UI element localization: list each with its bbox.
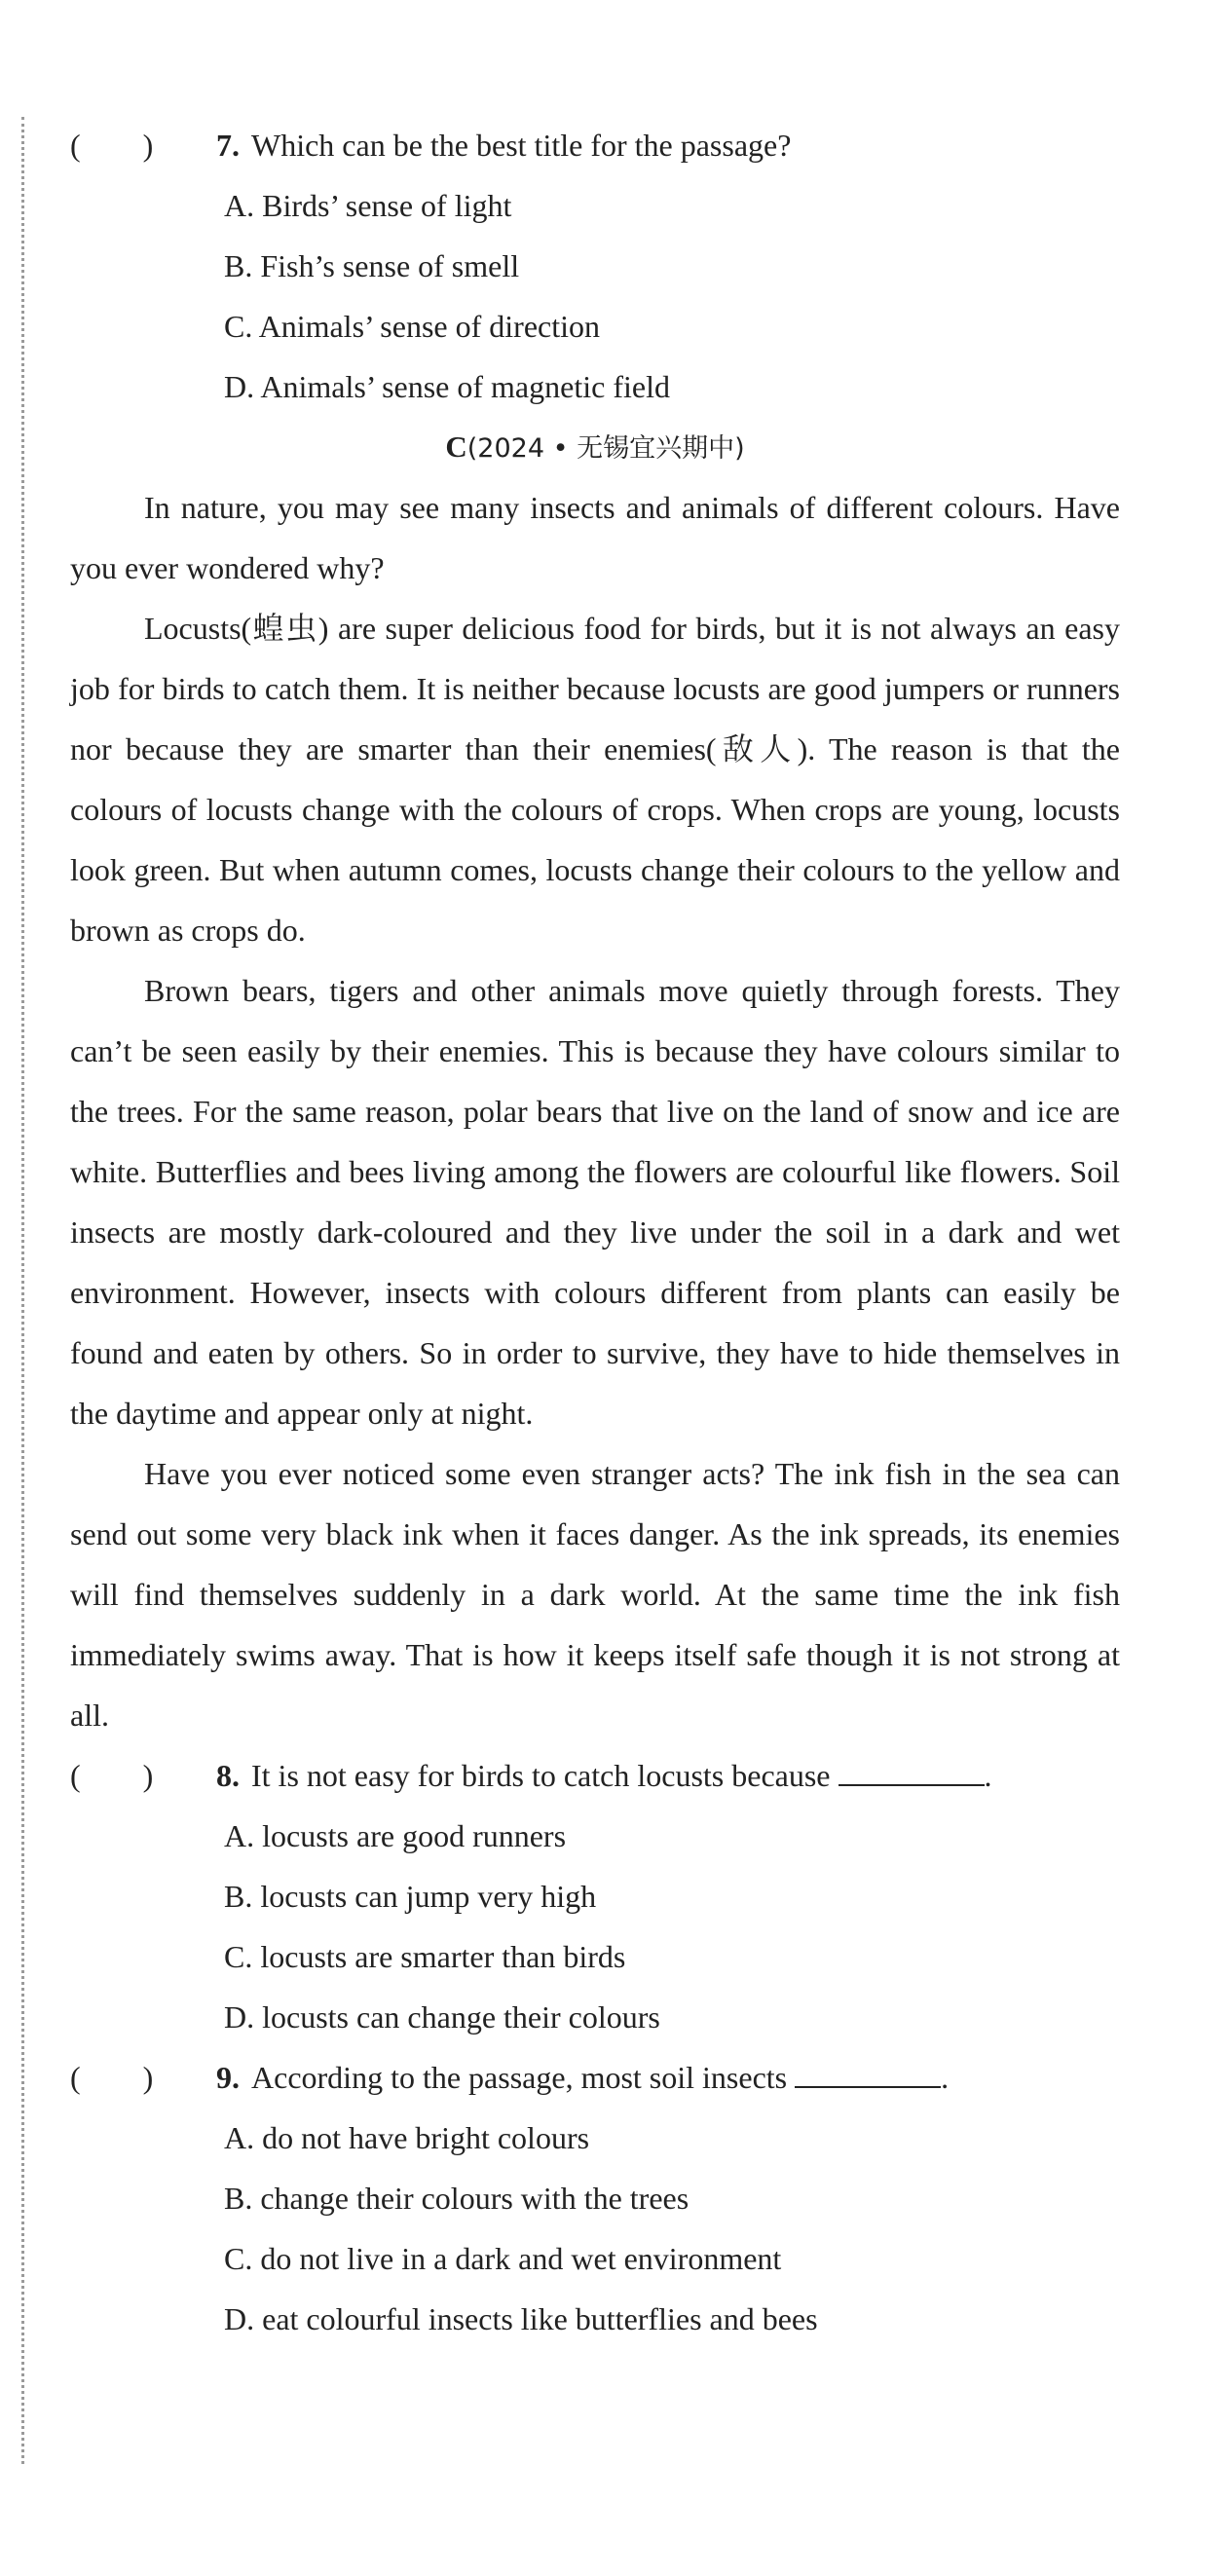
- question-7-option-b: B. Fish’s sense of smell: [224, 248, 520, 283]
- passage-paragraph-4: Have you ever noticed some even stranger acts? The ink fish in the sea can send out some very black ink when it faces danger. As the ink spreads, its enemies will find themselves suddenly in a dark world. At the same time the ink fish immediately swims away. That is how it keeps itself safe though it is not strong at all.: [70, 1456, 1120, 1733]
- question-9: [70, 2047, 1120, 2108]
- question-9-text: According to the passage, most soil insects: [251, 2060, 788, 2095]
- section-source: (2024 • 无锡宜兴期中): [466, 433, 745, 464]
- question-7-option-a: A. Birds’ sense of light: [224, 188, 512, 223]
- binding-margin-line: [21, 117, 24, 2464]
- question-8-blank[interactable]: [839, 1745, 985, 1786]
- answer-bracket-9[interactable]: ( ): [70, 2060, 154, 2095]
- question-7: [70, 115, 1120, 175]
- worksheet-page: [70, 115, 1120, 2349]
- question-8-option-c: C. locusts are smarter than birds: [224, 1939, 626, 1974]
- question-9-number: 9.: [216, 2060, 240, 2095]
- question-8: [70, 1745, 1120, 1806]
- question-9-option-c: C. do not live in a dark and wet environment: [224, 2241, 782, 2276]
- passage-paragraph-1: In nature, you may see many insects and animals of different colours. Have you ever wondered why?: [70, 490, 1120, 585]
- question-9-option-b: B. change their colours with the trees: [224, 2181, 690, 2216]
- question-8-option-b: B. locusts can jump very high: [224, 1879, 597, 1914]
- question-8-option-d: D. locusts can change their colours: [224, 1999, 660, 2035]
- passage-paragraph-2: Locusts(蝗虫) are super delicious food for birds, but it is not always an easy job for birds to catch them. It is neither because locusts are good jumpers or runners nor because they are smarter than their enemies(敌人). The reason is that the colours of locusts change with the colours of crops. When crops are young, locusts look green. But when autumn comes, locusts change their colours to the yellow and brown as crops do.: [70, 611, 1120, 948]
- question-7-number: 7.: [216, 128, 240, 163]
- question-7-option-d: D. Animals’ sense of magnetic field: [224, 369, 670, 404]
- question-9-option-d: D. eat colourful insects like butterflies and bees: [224, 2301, 818, 2336]
- question-8-option-a: A. locusts are good runners: [224, 1818, 567, 1853]
- section-title: [70, 417, 1120, 477]
- question-8-stem: [216, 1745, 992, 1806]
- answer-bracket-8[interactable]: ( ): [70, 1758, 154, 1793]
- question-7-text: Which can be the best title for the passage?: [251, 128, 792, 163]
- question-7-stem: [216, 115, 791, 175]
- question-9-stem: [216, 2047, 949, 2108]
- passage-paragraph-3: Brown bears, tigers and other animals move quietly through forests. They can’t be seen easily by their enemies. This is because they have colours similar to the trees. For the same reason, polar bears that live on the land of snow and ice are white. Butterflies and bees living among the flowers are colourful like flowers. Soil insects are mostly dark-coloured and they live under the soil in a dark and wet environment. However, insects with colours different from plants can easily be found and eaten by others. So in order to survive, they have to hide themselves in the daytime and appear only at night.: [70, 973, 1120, 1431]
- answer-bracket-7[interactable]: ( ): [70, 128, 154, 163]
- section-letter: C: [445, 429, 467, 464]
- question-8-end: .: [984, 1758, 992, 1793]
- question-8-number: 8.: [216, 1758, 240, 1793]
- question-9-option-a: A. do not have bright colours: [224, 2120, 590, 2155]
- question-9-end: .: [941, 2060, 950, 2095]
- question-8-text: It is not easy for birds to catch locusts because: [251, 1758, 831, 1793]
- question-7-option-c: C. Animals’ sense of direction: [224, 309, 600, 344]
- question-9-blank[interactable]: [795, 2047, 941, 2088]
